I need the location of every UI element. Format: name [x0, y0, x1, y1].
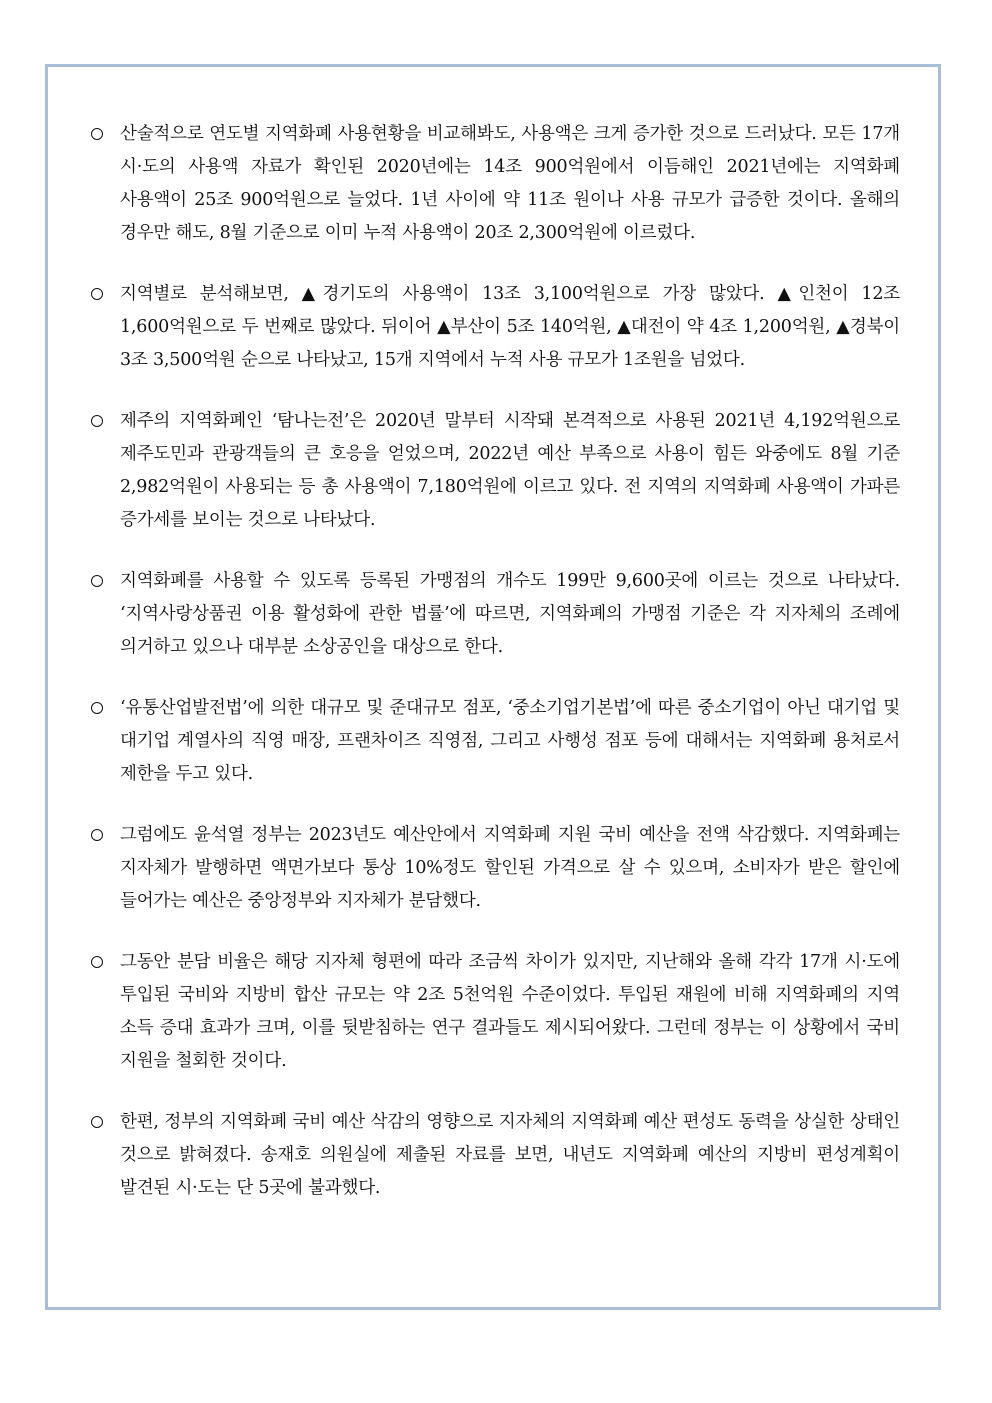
paragraph-text: 그럼에도 윤석열 정부는 2023년도 예산안에서 지역화폐 지원 국비 예산을 전액 삭감했다. 지역화폐는 지자체가 발행하면 액면가보다 통상 10%정도 할인된 가격으로 살 수 있으며, 소비자가 받은 할인에 들어가는 예산은 중앙정부와 지자체가 분담했다. [120, 825, 900, 911]
circle-bullet-icon [91, 128, 103, 140]
circle-bullet-icon [91, 575, 103, 587]
paragraph-text: 산술적으로 연도별 지역화폐 사용현황을 비교해봐도, 사용액은 크게 증가한 것으로 드러났다. 모든 17개 시·도의 사용액 자료가 확인된 2020년에는 14조 900억원에서 이듬해인 2021년에는 지역화폐 사용액이 25조 900억원으로 늘었다. 1년 사이에 약 11조 원이나 사용 규모가 급증한 것이다. 올해의 경우만 해도, 8월 기준으로 이미 누적 사용액이 20조 2,300억원에 이르렀다. [120, 124, 900, 243]
circle-bullet-icon [91, 415, 103, 427]
paragraph-text: 지역별로 분석해보면, ▲경기도의 사용액이 13조 3,100억원으로 가장 많았다. ▲인천이 12조 1,600억원으로 두 번째로 많았다. 뒤이어 ▲부산이 5조 140억원, ▲대전이 약 4조 1,200억원, ▲경북이 3조 3,500억원 순으로 나타났고, 15개 지역에서 누적 사용 규모가 1조원을 넘었다. [120, 284, 900, 370]
circle-bullet-icon [91, 288, 103, 300]
circle-bullet-icon [91, 702, 103, 714]
paragraph [78, 405, 900, 537]
circle-bullet-icon [91, 956, 103, 968]
paragraph [78, 692, 900, 791]
paragraph-text: 제주의 지역화폐인 ‘탐나는전’은 2020년 말부터 시작돼 본격적으로 사용된 2021년 4,192억원으로 제주도민과 관광객들의 큰 호응을 얻었으며, 2022년 예산 부족으로 사용이 힘든 와중에도 8월 기준 2,982억원이 사용되는 등 총 사용액이 7,180억원에 이르고 있다. 전 지역의 지역화폐 사용액이 가파른 증가세를 보이는 것으로 나타났다. [120, 411, 900, 530]
paragraph-text: ‘유통산업발전법’에 의한 대규모 및 준대규모 점포, ‘중소기업기본법’에 따른 중소기업이 아닌 대기업 및 대기업 계열사의 직영 매장, 프랜차이즈 직영점, 그리고 사행성 점포 등에 대해서는 지역화폐 용처로서 제한을 두고 있다. [120, 698, 900, 784]
paragraph [78, 1106, 900, 1205]
paragraph [78, 946, 900, 1078]
paragraph-text: 지역화폐를 사용할 수 있도록 등록된 가맹점의 개수도 199만 9,600곳에 이르는 것으로 나타났다. ‘지역사랑상품권 이용 활성화에 관한 법률’에 따르면, 지역화폐의 가맹점 기준은 각 지자체의 조례에 의거하고 있으나 대부분 소상공인을 대상으로 한다. [120, 571, 900, 657]
circle-bullet-icon [91, 1116, 103, 1128]
paragraph [78, 565, 900, 664]
paragraph [78, 278, 900, 377]
paragraph [78, 819, 900, 918]
document-body [78, 118, 900, 1233]
paragraph [78, 118, 900, 250]
paragraph-text: 한편, 정부의 지역화폐 국비 예산 삭감의 영향으로 지자체의 지역화폐 예산 편성도 동력을 상실한 상태인 것으로 밝혀졌다. 송재호 의원실에 제출된 자료를 보면, 내년도 지역화폐 예산의 지방비 편성계획이 발견된 시·도는 단 5곳에 불과했다. [120, 1112, 900, 1198]
paragraph-text: 그동안 분담 비율은 해당 지자체 형편에 따라 조금씩 차이가 있지만, 지난해와 올해 각각 17개 시·도에 투입된 국비와 지방비 합산 규모는 약 2조 5천억원 수준이었다. 투입된 재원에 비해 지역화폐의 지역 소득 증대 효과가 크며, 이를 뒷받침하는 연구 결과들도 제시되어왔다. 그런데 정부는 이 상황에서 국비 지원을 철회한 것이다. [120, 952, 900, 1071]
circle-bullet-icon [91, 829, 103, 841]
